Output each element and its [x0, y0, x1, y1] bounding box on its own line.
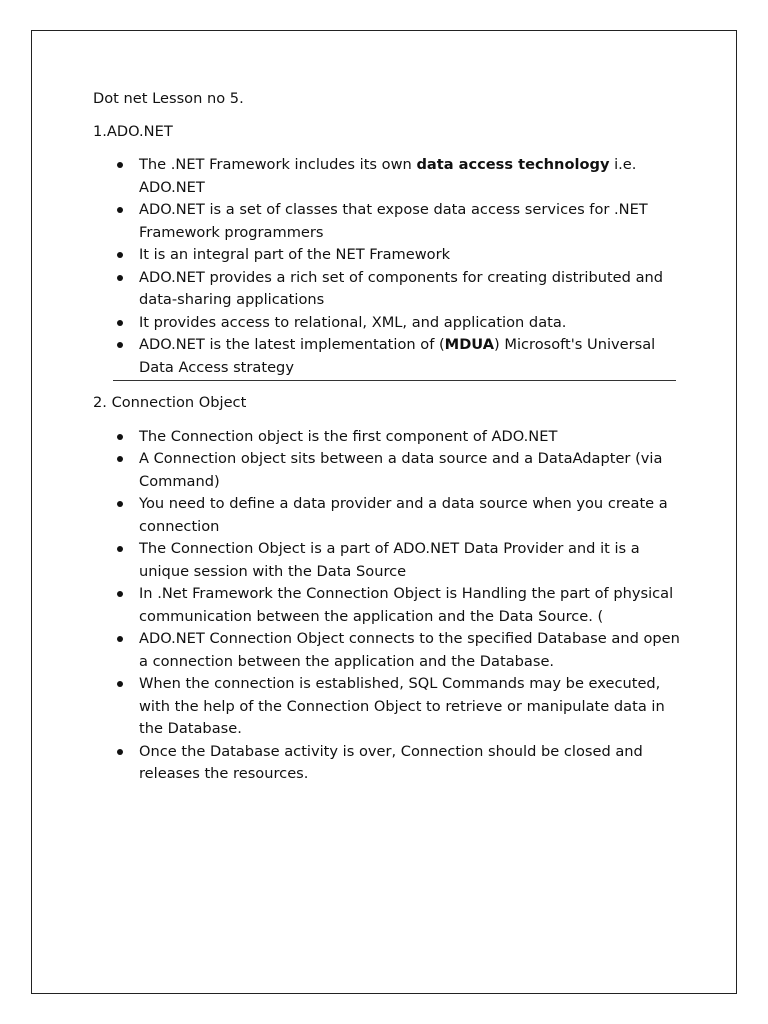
- list-item-text: A Connection object sits between a data source and a DataAdapter (via Command): [139, 450, 663, 490]
- ado-net-bullet-list: [93, 154, 683, 379]
- list-item: [93, 426, 683, 449]
- list-item: [93, 244, 683, 267]
- list-item-text: In .Net Framework the Connection Object is Handling the part of physical communication between the application and the Data Source. (: [139, 585, 674, 625]
- list-item: [93, 334, 683, 379]
- section-heading-connection-object: 2. Connection Object: [93, 394, 247, 411]
- list-item: [93, 493, 683, 538]
- list-item-text: It is an integral part of the NET Framework: [139, 246, 451, 263]
- list-item: [93, 673, 683, 741]
- list-item: [93, 741, 683, 786]
- document-title: Dot net Lesson no 5.: [93, 90, 244, 107]
- list-item-text: The Connection Object is a part of ADO.NET Data Provider and it is a unique session with the Data Source: [139, 540, 640, 580]
- list-item-text: The Connection object is the first component of ADO.NET: [139, 427, 558, 445]
- section-heading-ado-net: 1.ADO.NET: [93, 122, 173, 140]
- list-item-bold-text: data access technology: [416, 156, 610, 173]
- list-item-text: ADO.NET is the latest implementation of (: [139, 336, 445, 353]
- list-item-text: It provides access to relational, XML, and application data.: [139, 313, 567, 331]
- list-item: [93, 199, 683, 244]
- list-item-text: i.e. ADO.NET: [139, 156, 637, 196]
- list-item-text: ADO.NET provides a rich set of components for creating distributed and data-sharing applications: [139, 268, 664, 308]
- list-item: [93, 628, 683, 673]
- list-item: [93, 154, 683, 199]
- connection-object-bullet-list: [93, 426, 683, 786]
- list-item-text: ADO.NET is a set of classes that expose data access services for .NET Framework programmers: [139, 201, 648, 241]
- list-item-text: ADO.NET Connection Object connects to the specified Database and open a connection between the application and the Database.: [139, 630, 680, 670]
- list-item: [93, 312, 683, 335]
- list-item-bold-text: MDUA: [444, 336, 495, 353]
- list-item-text: Once the Database activity is over, Connection should be closed and releases the resources.: [139, 742, 643, 782]
- list-item-text: When the connection is established, SQL Commands may be executed, with the help of the Connection Object to retrieve or manipulate data in the Database.: [139, 675, 665, 737]
- list-item-text: The .NET Framework includes its own: [139, 156, 417, 173]
- list-item: [93, 538, 683, 583]
- document-body: [93, 88, 683, 786]
- section-divider: [113, 380, 676, 381]
- list-item-text: ) Microsoft's Universal Data Access strategy: [139, 336, 656, 376]
- list-item: [93, 267, 683, 312]
- list-item-text: You need to define a data provider and a data source when you create a connection: [139, 495, 668, 535]
- list-item: [93, 448, 683, 493]
- list-item: [93, 583, 683, 628]
